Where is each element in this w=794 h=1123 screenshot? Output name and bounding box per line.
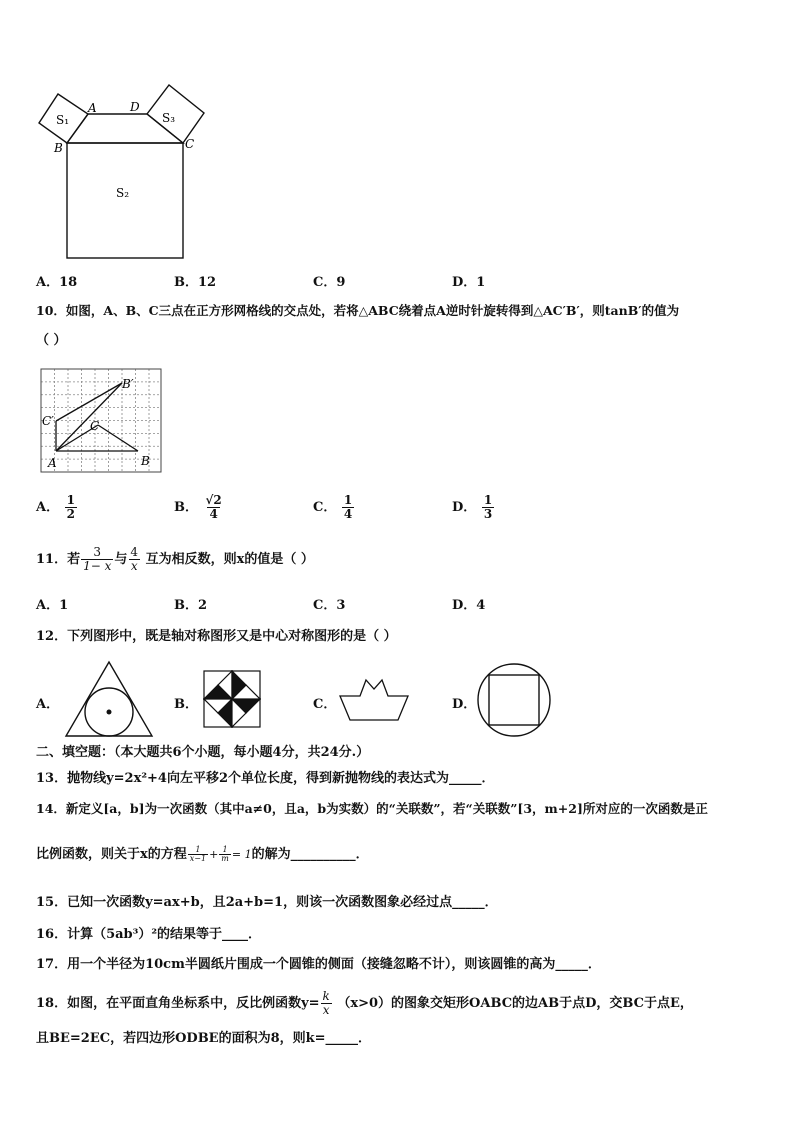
q11-option-b: B．2	[174, 598, 208, 613]
square-s3	[147, 85, 204, 143]
q9-figure	[36, 80, 216, 262]
q12-option-b-letter: B．	[174, 697, 198, 712]
q10-option-c: C． $\frac{1}{4}$	[313, 493, 353, 521]
label-c: C	[90, 419, 100, 433]
q16-text: 16．计算（5ab³）²的结果等于____．	[36, 927, 262, 942]
q9-option-d: D．1	[452, 275, 486, 290]
q9-option-b: B．12	[174, 275, 217, 290]
q15-text: 15．已知一次函数y=ax+b，且2a+b=1，则该一次函数图象必经过点_____．	[36, 895, 498, 910]
label-s3: S₃	[162, 111, 176, 125]
q10-grid-figure	[38, 366, 164, 476]
q12-figure-b-pinwheel	[203, 670, 261, 728]
q12-option-d-letter: D．	[452, 697, 477, 712]
q10-text-line1: 10．如图，A、B、C三点在正方形网格线的交点处，若将△ABC绕着点A逆时针旋转得到△AC′B′，则tanB′的值为	[36, 303, 680, 318]
q11-option-c: C．3	[313, 598, 346, 613]
q11-text: 11．若 $\frac{3}{1- x}$ 与 $\frac{4}{x}$ 互为相反数，则x的值是（ ）	[36, 545, 314, 573]
q10-option-a: A． $\frac{1}{2}$	[36, 493, 75, 521]
q12-option-c-letter: C．	[313, 697, 337, 712]
q17-text: 17．用一个半径为10cm半圆纸片围成一个圆锥的侧面（接缝忽略不计），则该圆锥的高为_____．	[36, 957, 601, 972]
q12-text: 12．下列图形中，既是轴对称图形又是中心对称图形的是（ ）	[36, 629, 397, 644]
q9-option-a: A．18	[36, 275, 78, 290]
q14-text-line2: 比例函数，则关于x的方程 $\frac{1}{x-1}$ + $\frac{1}{m}$ = 1的解为__________．	[36, 845, 369, 863]
q12-figure-c-crown	[338, 676, 410, 722]
label-d: D	[130, 100, 140, 114]
q10-text-line2: （ ）	[36, 333, 67, 348]
label-s2: S₂	[116, 186, 130, 200]
label-s1: S₁	[56, 113, 70, 127]
q18-text-line2: 且BE=2EC，若四边形ODBE的面积为8，则k=_____．	[36, 1031, 372, 1046]
q13-text: 13．抛物线y=2x²+4向左平移2个单位长度，得到新抛物线的表达式为_____．	[36, 771, 495, 786]
square-s2	[67, 143, 183, 258]
q12-option-a-letter: A．	[36, 697, 60, 712]
q10-option-b: B． $\frac{√2}{4}$	[174, 493, 222, 521]
label-a: A	[48, 456, 57, 470]
q9-option-c: C．9	[313, 275, 346, 290]
label-b: B	[141, 454, 150, 468]
section-2-heading: 二、填空题：（本大题共6个小题，每小题4分，共24分.）	[36, 745, 370, 760]
label-a: A	[88, 101, 97, 115]
label-c-prime: C′	[42, 414, 54, 428]
label-c: C	[185, 137, 195, 151]
q12-figure-a	[64, 660, 154, 738]
q14-text-line1: 14．新定义[a，b]为一次函数（其中a≠0，且a，b为实数）的“关联数”，若“关联数”[3，m+2]所对应的一次函数是正	[36, 801, 708, 816]
q11-option-a: A．1	[36, 598, 69, 613]
q12-figure-d-circle-square	[476, 662, 552, 738]
q18-text-line1: 18．如图，在平面直角坐标系中，反比例函数y= $\frac{k}{x}$ （x>0）的图象交矩形OABC的边AB于点D，交BC于点E，	[36, 989, 693, 1017]
q10-option-d: D． $\frac{1}{3}$	[452, 493, 493, 521]
label-b-prime: B′	[122, 377, 134, 391]
label-b: B	[54, 141, 63, 155]
q11-option-d: D．4	[452, 598, 486, 613]
